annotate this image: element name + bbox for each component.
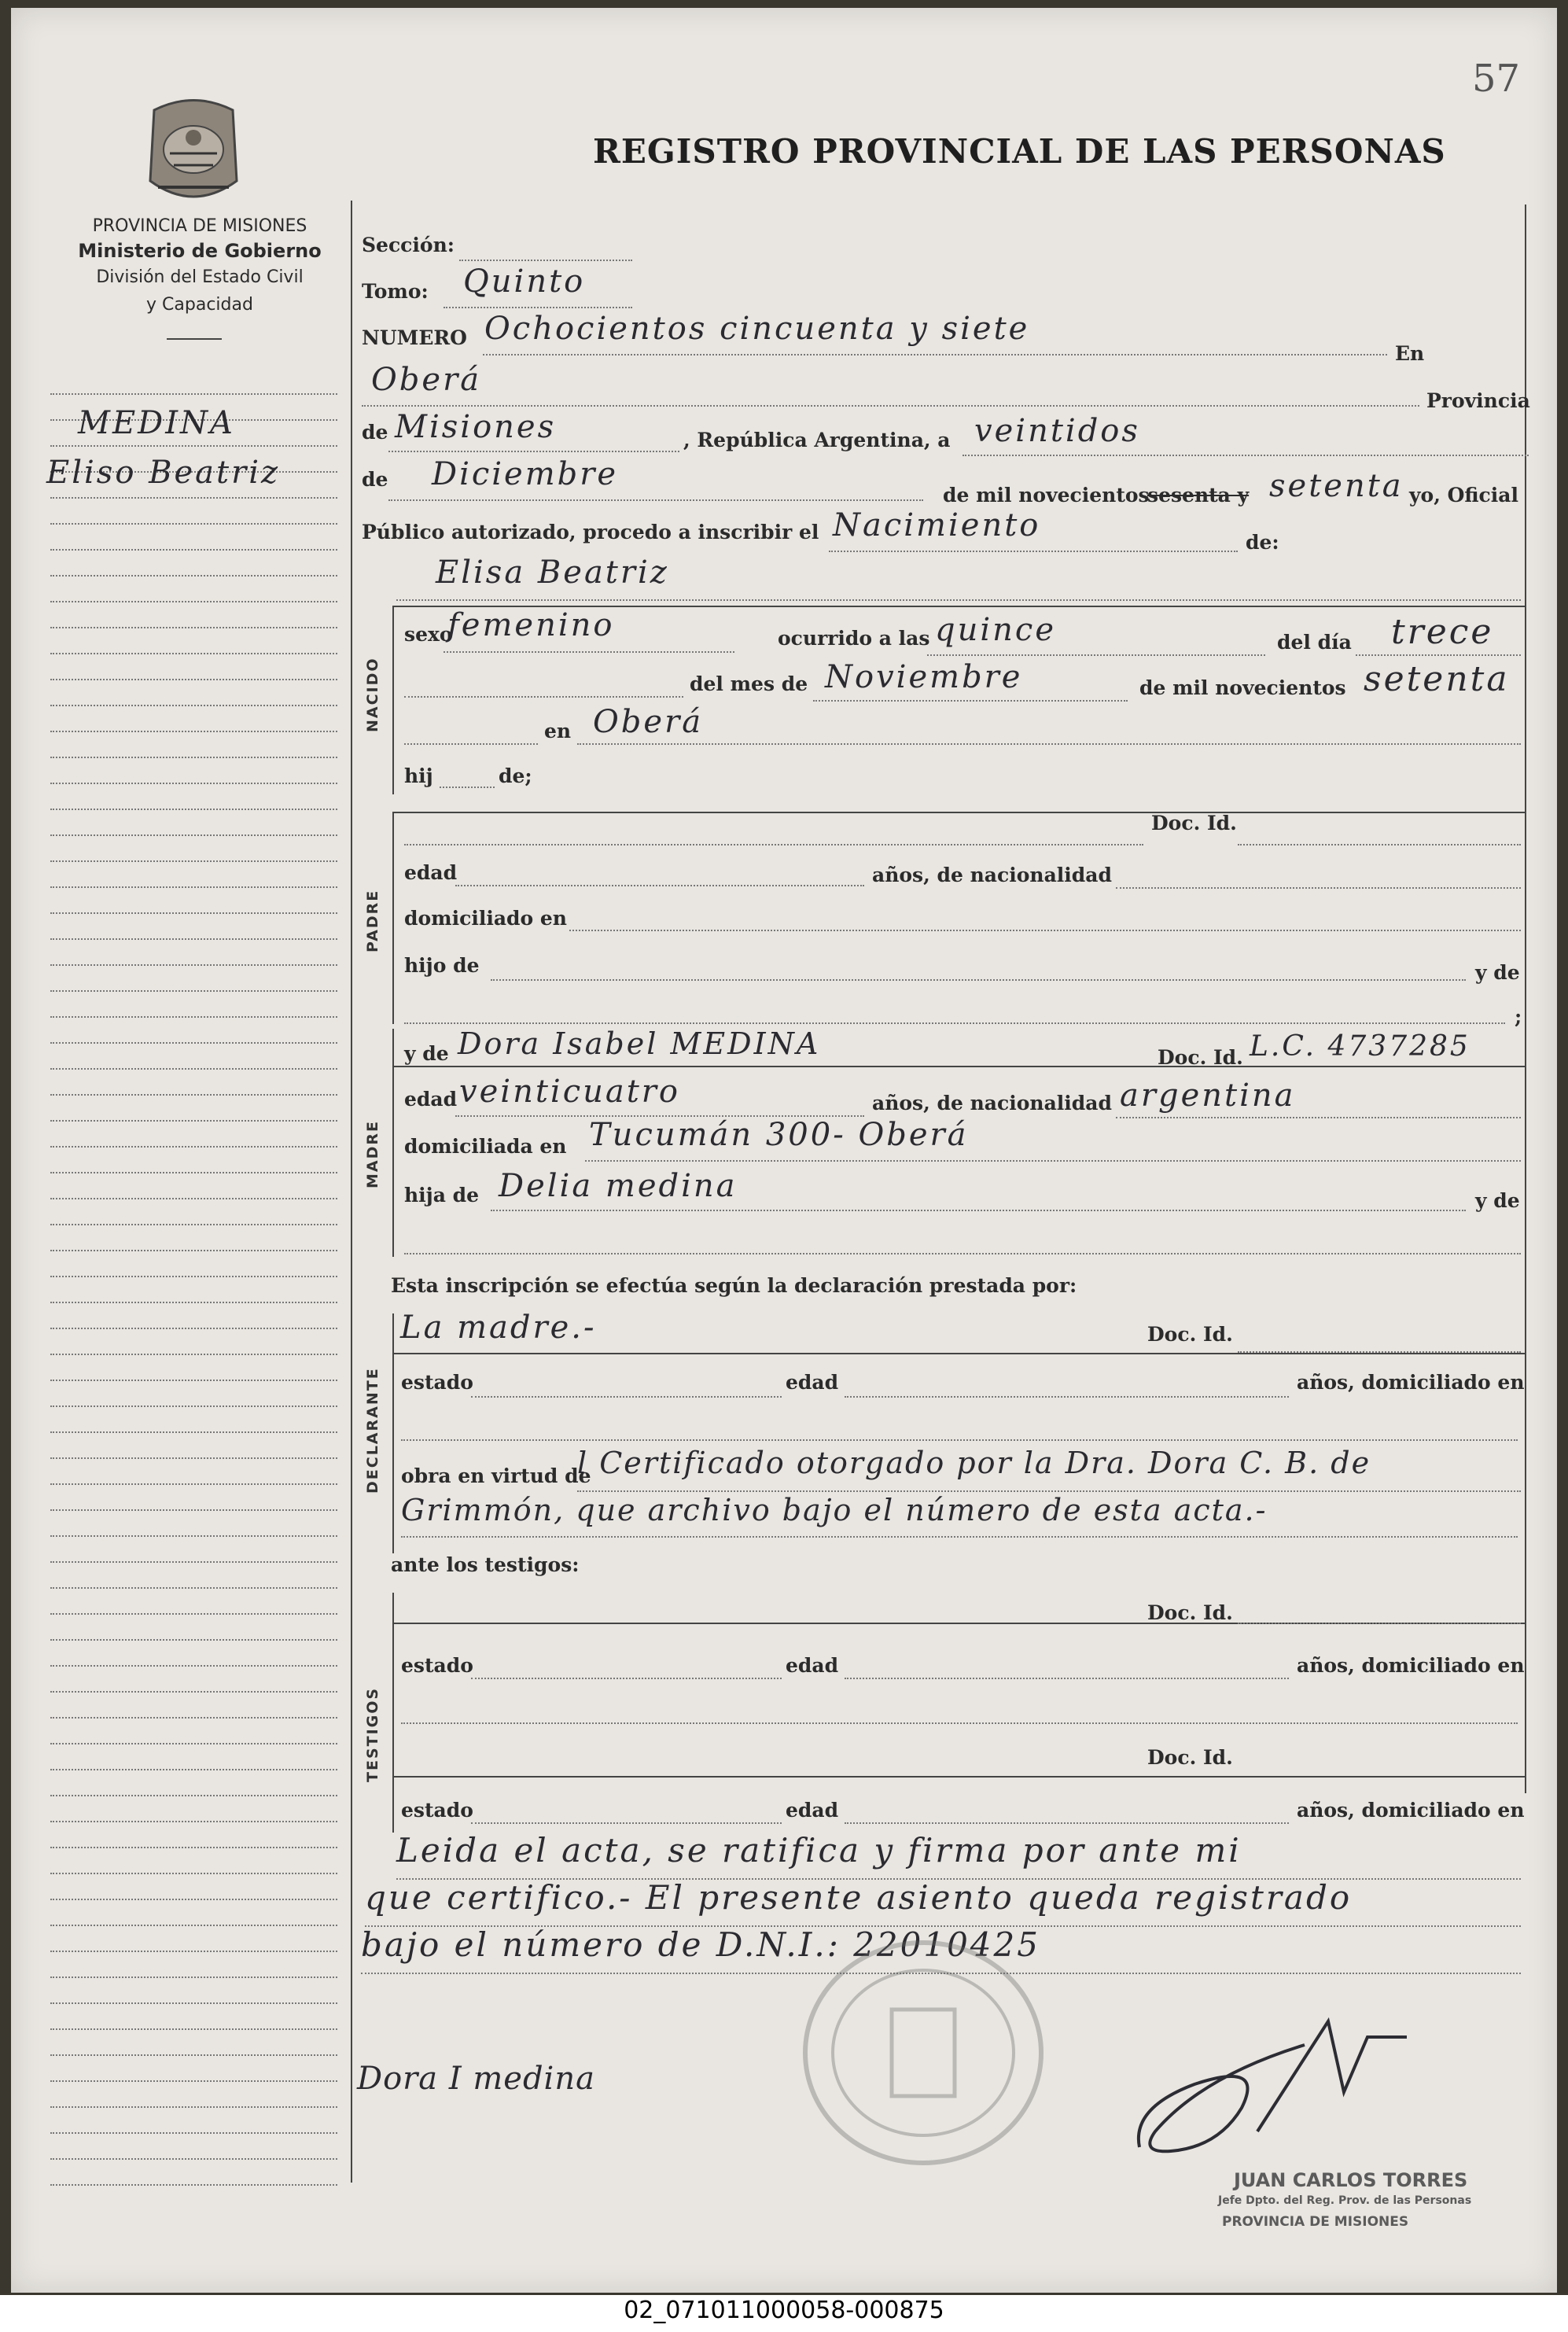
year-value: setenta — [1269, 468, 1404, 504]
tomo-label: Tomo: — [362, 280, 429, 303]
sexo-label: sexo — [404, 623, 453, 646]
right-border — [1525, 204, 1526, 1793]
provincia-label: Provincia — [1426, 389, 1530, 412]
margin-ruling-line — [50, 1587, 337, 1589]
hour-line — [927, 654, 1265, 656]
margin-ruling-line — [50, 575, 337, 577]
obra-value2: Grimmón, que archivo bajo el número de esta acta.- — [401, 1493, 1268, 1527]
declarante-edad-line — [845, 1396, 1289, 1398]
margin-ruling-line — [50, 2028, 337, 2030]
margin-ruling-line — [50, 1042, 337, 1044]
margin-ruling-line — [50, 2080, 337, 2082]
obra-line — [577, 1490, 1521, 1492]
madre-nacionalidad-label: años, de nacionalidad — [872, 1092, 1112, 1114]
padre-continuation-line — [404, 1022, 1505, 1024]
padre-hijo-label: hijo de — [404, 954, 480, 977]
testigo1-domicilio-line — [401, 1722, 1518, 1724]
margin-ruling-line — [50, 1016, 337, 1018]
padre-domicilio-line — [569, 930, 1521, 931]
madre-bracket — [392, 1029, 394, 1257]
numero-line — [483, 354, 1387, 356]
seccion-line — [459, 260, 632, 261]
nacido-place-line — [577, 743, 1521, 745]
nacido-mes-line1 — [404, 696, 683, 698]
madre-nacionalidad-value: argentina — [1120, 1078, 1296, 1114]
nacido-year-value: setenta — [1364, 659, 1510, 699]
header-division: División del Estado Civil — [96, 267, 304, 287]
madre-domicilio-line — [585, 1160, 1521, 1162]
margin-ruling-line — [50, 1535, 337, 1537]
official-name: JUAN CARLOS TORRES — [1234, 2169, 1468, 2191]
declarante-anos-label: años, domiciliado en — [1297, 1371, 1525, 1394]
madre-hija-value: Delia medina — [499, 1168, 738, 1204]
margin-ruling-line — [50, 1639, 337, 1641]
nacido-day-line — [1356, 654, 1521, 656]
closing-line3: bajo el número de D.N.I.: 22010425 — [361, 1925, 1040, 1964]
official-title1: Jefe Dpto. del Reg. Prov. de las Personas — [1218, 2194, 1472, 2207]
page-number: 57 — [1472, 57, 1521, 101]
seccion-label: Sección: — [362, 234, 455, 256]
margin-ruling-line — [50, 445, 337, 447]
margin-ruling-line — [50, 1951, 337, 1952]
padre-hijo-line — [491, 979, 1466, 981]
nacido-section-label: NACIDO — [364, 657, 381, 732]
margin-ruling-line — [50, 1483, 337, 1485]
margin-ruling-line — [50, 1899, 337, 1900]
margin-ruling-line — [50, 1431, 337, 1433]
margin-ruling-line — [50, 1665, 337, 1667]
padre-doc-label: Doc. Id. — [1151, 812, 1237, 834]
margin-ruling-line — [50, 1224, 337, 1225]
de-label: de — [362, 421, 388, 444]
margin-ruling-line — [50, 2184, 337, 2186]
declarant-value: La madre.- — [400, 1310, 597, 1346]
declarante-top-rule — [392, 1353, 1525, 1354]
nacido-mil-label: de mil novecientos — [1139, 676, 1346, 699]
margin-ruling-line — [50, 1172, 337, 1173]
testigo1-estado-line — [471, 1678, 782, 1679]
madre-continuation-line — [404, 1253, 1521, 1254]
margin-ruling-line — [50, 2054, 337, 2056]
margin-ruling-line — [50, 1613, 337, 1615]
declarante-estado-line — [471, 1396, 782, 1398]
margin-ruling-line — [50, 1120, 337, 1122]
declarante-domicilio-line — [401, 1439, 1518, 1441]
declarante-estado-label: estado — [401, 1371, 473, 1394]
testigo2-edad-label: edad — [786, 1799, 839, 1822]
testigos-section-label: TESTIGOS — [364, 1686, 381, 1782]
margin-ruling-line — [50, 523, 337, 525]
nacido-day-value: trece — [1391, 612, 1494, 652]
margin-ruling-line — [50, 1250, 337, 1251]
margin-ruling-line — [50, 2106, 337, 2108]
padre-domiciliado-label: domiciliado en — [404, 907, 567, 930]
margin-ruling-line — [50, 1691, 337, 1693]
place-line — [362, 405, 1419, 407]
closing-line2: que certifico.- El presente asiento queda registrado — [365, 1878, 1353, 1917]
margin-ruling-line — [50, 1328, 337, 1329]
month-line — [388, 499, 923, 501]
coat-of-arms-icon — [138, 94, 248, 216]
closing-line1: Leida el acta, se ratifica y firma por ante mi — [396, 1831, 1242, 1870]
del-mes-label: del mes de — [690, 672, 808, 695]
margin-ruling-line — [50, 938, 337, 940]
margin-ruling-line — [50, 1847, 337, 1848]
margin-ruling-line — [50, 1769, 337, 1770]
margin-surname: MEDINA — [78, 405, 235, 441]
madre-hija-label: hija de — [404, 1184, 480, 1207]
declarante-doc-line — [1238, 1351, 1521, 1353]
margin-ruling-line — [50, 549, 337, 551]
madre-edad-label: edad — [404, 1088, 458, 1111]
madre-hija-line — [491, 1210, 1466, 1211]
padre-doc-line — [1238, 844, 1521, 845]
ocurrido-label: ocurrido a las — [778, 627, 930, 650]
padre-edad-label: edad — [404, 861, 458, 884]
margin-ruling-line — [50, 1094, 337, 1096]
nacido-name-line — [396, 599, 1521, 601]
padre-top-rule — [392, 812, 1525, 813]
margin-ruling-line — [50, 1717, 337, 1719]
madre-nacionalidad-line — [1116, 1117, 1521, 1118]
day-line — [963, 455, 1529, 456]
margin-ruling-line — [50, 1068, 337, 1070]
place-value: Oberá — [371, 362, 482, 398]
padre-edad-line — [455, 885, 864, 886]
testigos-bracket — [392, 1593, 394, 1833]
margin-ruling-line — [50, 1976, 337, 1978]
numero-value: Ochocientos cincuenta y siete — [484, 311, 1030, 347]
declaracion-intro: Esta inscripción se efectúa según la declaración prestada por: — [391, 1274, 1077, 1297]
testigo2-estado-line — [471, 1822, 782, 1824]
margin-ruling-line — [50, 1198, 337, 1199]
official-title2: PROVINCIA DE MISIONES — [1222, 2214, 1409, 2230]
margin-ruling-line — [50, 1276, 337, 1277]
act-line — [829, 551, 1238, 552]
margin-ruling-line — [50, 2002, 337, 2004]
hij-de-label: de; — [499, 764, 532, 787]
margin-ruling-line — [50, 990, 337, 992]
sexo-value: femenino — [447, 607, 615, 643]
numero-label: NUMERO — [362, 326, 467, 349]
nacido-bracket — [392, 606, 394, 794]
declarante-section-label: DECLARANTE — [364, 1367, 381, 1494]
margin-ruling-line — [50, 1380, 337, 1381]
madre-y-de-label: y de — [404, 1042, 449, 1065]
official-signature-icon — [1108, 1990, 1438, 2174]
oficial-label: yo, Oficial — [1409, 484, 1518, 507]
testigos-intro: ante los testigos: — [391, 1553, 580, 1576]
padre-nacionalidad-line — [1116, 887, 1521, 889]
margin-ruling-line — [50, 834, 337, 836]
declarante-bracket — [392, 1313, 394, 1553]
sesenta-label: sesenta y — [1147, 484, 1250, 507]
margin-ruling-line — [50, 1561, 337, 1563]
madre-doc-label: Doc. Id. — [1158, 1046, 1243, 1069]
header-province: PROVINCIA DE MISIONES — [92, 216, 307, 236]
margin-ruling-line — [50, 1795, 337, 1796]
margin-ruling-line — [50, 912, 337, 914]
margin-given-names: Eliso Beatriz — [46, 455, 281, 491]
testigo1-estado-label: estado — [401, 1654, 473, 1677]
margin-ruling-line — [50, 1509, 337, 1511]
de-colon-label: de: — [1246, 531, 1279, 554]
margin-ruling-line — [50, 1743, 337, 1744]
obra-line2 — [401, 1536, 1518, 1538]
month-value: Diciembre — [432, 456, 619, 492]
testigo1-edad-line — [845, 1678, 1289, 1679]
republica-label: , República Argentina, a — [683, 429, 951, 451]
declarante-edad-label: edad — [786, 1371, 839, 1394]
margin-ruling-line — [50, 601, 337, 602]
padre-nacionalidad-label: años, de nacionalidad — [872, 864, 1112, 886]
margin-ruling-line — [50, 1821, 337, 1822]
nacido-month-line — [813, 700, 1128, 702]
margin-ruling-line — [50, 653, 337, 654]
footer-id: 02_071011000058-000875 — [624, 2297, 944, 2324]
margin-ruling-line — [50, 964, 337, 966]
margin-ruling-line — [50, 2132, 337, 2134]
padre-section-label: PADRE — [364, 889, 381, 952]
publico-label: Público autorizado, procedo a inscribir el — [362, 521, 819, 543]
tomo-line — [444, 307, 632, 308]
de2-label: de — [362, 468, 388, 491]
main-title: REGISTRO PROVINCIAL DE LAS PERSONAS — [593, 132, 1446, 171]
testigos-mid-rule — [392, 1776, 1525, 1778]
declarant-signature: Dora I medina — [357, 2061, 595, 2097]
padre-bracket — [392, 812, 394, 1024]
margin-ruling-line — [50, 1146, 337, 1148]
header-ministry: Ministerio de Gobierno — [78, 240, 322, 262]
left-border — [351, 201, 352, 2183]
testigo1-doc-line — [1238, 1623, 1521, 1624]
testigo1-anos-label: años, domiciliado en — [1297, 1654, 1525, 1677]
hij-line — [440, 787, 495, 788]
obra-label: obra en virtud de — [401, 1464, 591, 1487]
nacido-en-label: en — [544, 720, 572, 742]
padre-name-line — [404, 844, 1143, 845]
madre-domiciliada-label: domiciliada en — [404, 1135, 567, 1158]
margin-ruling-line — [50, 886, 337, 888]
padre-semicolon: ; — [1515, 1005, 1522, 1028]
day-value: veintidos — [974, 413, 1140, 449]
margin-ruling-line — [50, 1457, 337, 1459]
margin-ruling-line — [50, 860, 337, 862]
mil-label: de mil novecientos — [943, 484, 1150, 507]
margin-ruling-line — [50, 705, 337, 706]
margin-ruling-line — [50, 809, 337, 810]
margin-ruling-line — [50, 731, 337, 732]
margin-ruling-line — [50, 2158, 337, 2160]
margin-ruling-line — [50, 783, 337, 784]
del-dia-label: del día — [1277, 631, 1352, 654]
margin-ruling-line — [50, 1405, 337, 1407]
testigo1-edad-label: edad — [786, 1654, 839, 1677]
province-value: Misiones — [395, 409, 557, 445]
province-line — [388, 451, 679, 452]
nacido-place-value: Oberá — [593, 704, 704, 740]
sexo-line — [444, 651, 734, 653]
hour-value: quince — [935, 612, 1056, 648]
testigo1-doc-label: Doc. Id. — [1147, 1601, 1233, 1624]
madre-top-rule — [392, 1066, 1525, 1067]
obra-value: l Certificado otorgado por la Dra. Dora C. B. de — [577, 1446, 1371, 1480]
testigo2-estado-label: estado — [401, 1799, 473, 1822]
official-seal-icon — [797, 1935, 1049, 2174]
act-value: Nacimiento — [833, 507, 1041, 543]
margin-ruling-line — [50, 1873, 337, 1874]
margin-ruling-line — [50, 757, 337, 758]
madre-y-de2-label: y de — [1475, 1189, 1520, 1212]
madre-section-label: MADRE — [364, 1120, 381, 1188]
margin-ruling-line — [50, 627, 337, 628]
margin-ruling-line — [50, 1302, 337, 1303]
madre-name-value: Dora Isabel MEDINA — [458, 1026, 821, 1061]
margin-ruling-line — [50, 497, 337, 499]
declarante-doc-label: Doc. Id. — [1147, 1323, 1233, 1346]
margin-ruling-line — [50, 1925, 337, 1926]
nacido-name-value: Elisa Beatriz — [436, 554, 669, 591]
madre-edad-value: veinticuatro — [459, 1074, 680, 1110]
tomo-value: Quinto — [463, 263, 586, 300]
nacido-en-line1 — [404, 743, 538, 745]
document-page — [11, 8, 1557, 2293]
testigo2-edad-line — [845, 1822, 1289, 1824]
padre-y-de-label: y de — [1475, 961, 1520, 984]
margin-ruling-line — [50, 393, 337, 395]
testigo2-anos-label: años, domiciliado en — [1297, 1799, 1525, 1822]
testigo2-doc-label: Doc. Id. — [1147, 1746, 1233, 1769]
nacido-month-value: Noviembre — [825, 659, 1023, 695]
hij-label: hij — [404, 764, 433, 787]
margin-ruling-line — [50, 679, 337, 680]
madre-domicilio-value: Tucumán 300- Oberá — [589, 1117, 969, 1153]
header-capacidad: y Capacidad — [146, 295, 253, 315]
margin-ruling-line — [50, 1354, 337, 1355]
en-label: En — [1395, 342, 1425, 365]
madre-doc-value: L.C. 4737285 — [1250, 1030, 1470, 1063]
header-divider — [167, 338, 222, 340]
